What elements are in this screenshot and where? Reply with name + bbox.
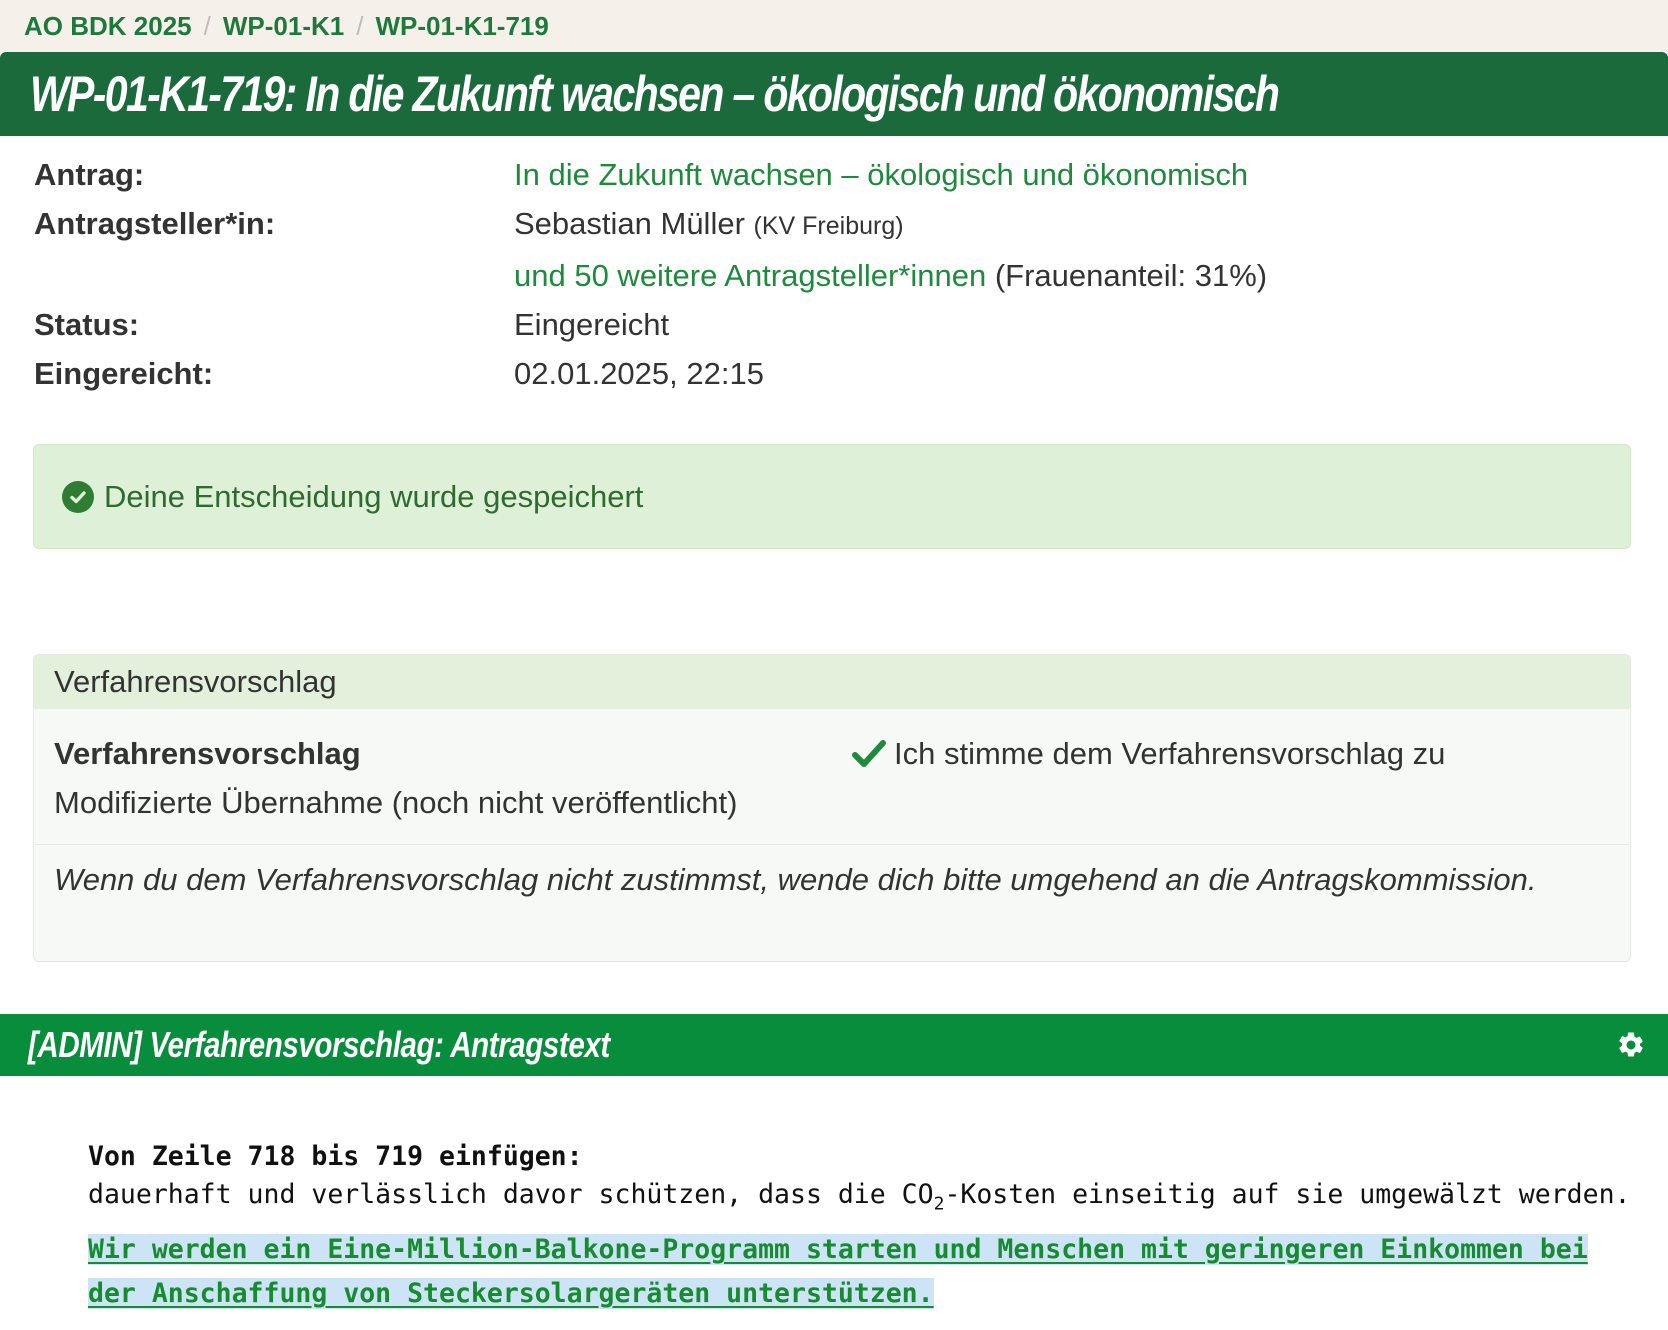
procedure-panel bbox=[33, 654, 1631, 962]
breadcrumb-separator: / bbox=[356, 10, 364, 41]
motion-context-line bbox=[88, 1176, 1648, 1222]
procedure-panel-heading: Verfahrensvorschlag bbox=[34, 655, 1630, 709]
breadcrumb-separator: / bbox=[203, 10, 211, 41]
breadcrumb-item-amendment[interactable]: WP-01-K1-719 bbox=[375, 10, 549, 41]
breadcrumb-item-conference[interactable]: AO BDK 2025 bbox=[24, 10, 192, 41]
procedure-value: Modifizierte Übernahme (noch nicht veröffentlicht) bbox=[54, 785, 738, 820]
antragsteller-value bbox=[514, 199, 904, 251]
success-alert bbox=[33, 444, 1631, 549]
motion-change-heading: Von Zeile 718 bis 719 einfügen: bbox=[88, 1141, 583, 1172]
procedure-panel-body bbox=[34, 709, 1630, 845]
procedure-agreement bbox=[852, 729, 1445, 778]
motion-line-sub: 2 bbox=[933, 1193, 945, 1215]
alert-text: Deine Entscheidung wurde gespeichert bbox=[104, 478, 644, 514]
meta-row-eingereicht bbox=[34, 349, 1668, 398]
gear-icon[interactable] bbox=[1616, 1030, 1646, 1060]
meta-row-antragsteller bbox=[34, 199, 1668, 251]
status-value: Eingereicht bbox=[514, 307, 670, 342]
motion-inserted-block bbox=[88, 1228, 1648, 1316]
page-title: WP-01-K1-719: In die Zukunft wachsen – ökologisch und ökonomisch bbox=[30, 66, 1279, 122]
checkmark-icon bbox=[852, 739, 886, 769]
procedure-title: Verfahrensvorschlag bbox=[54, 736, 361, 771]
status-label: Status: bbox=[34, 307, 140, 342]
meta-row-weitere bbox=[34, 251, 1668, 300]
antragsteller-label: Antragsteller*in: bbox=[34, 206, 276, 241]
antrag-link[interactable]: In die Zukunft wachsen – ökologisch und ökonomisch bbox=[514, 157, 1249, 192]
motion-text bbox=[88, 1138, 1648, 1316]
weitere-value bbox=[514, 251, 1267, 300]
eingereicht-value: 02.01.2025, 22:15 bbox=[514, 356, 764, 391]
antrag-label: Antrag: bbox=[34, 157, 145, 192]
check-circle-icon bbox=[62, 481, 94, 513]
amendment-metadata bbox=[34, 150, 1668, 398]
antragsteller-kv: (KV Freiburg) bbox=[753, 212, 904, 240]
meta-row-antrag bbox=[34, 150, 1668, 199]
antragsteller-name: Sebastian Müller bbox=[514, 206, 745, 241]
admin-section-header bbox=[0, 1014, 1668, 1076]
meta-label-empty bbox=[34, 251, 514, 300]
motion-inserted-text: Wir werden ein Eine-Million-Balkone-Programm starten und Menschen mit geringeren Einkommen bei der Anschaffung von Steckersolargeräten unterstützen. bbox=[88, 1234, 1588, 1310]
procedure-note: Wenn du dem Verfahrensvorschlag nicht zustimmst, wende dich bitte umgehend an die Antragskommission. bbox=[54, 862, 1537, 897]
weitere-antragsteller-link[interactable]: und 50 weitere Antragsteller*innen bbox=[514, 258, 987, 293]
agree-text: Ich stimme dem Verfahrensvorschlag zu bbox=[894, 736, 1446, 771]
procedure-info bbox=[54, 729, 737, 827]
motion-line-after: -Kosten einseitig auf sie umgewälzt werden. bbox=[944, 1179, 1631, 1210]
breadcrumb-item-section[interactable]: WP-01-K1 bbox=[222, 10, 345, 41]
page-title-bar bbox=[0, 52, 1668, 136]
meta-row-status bbox=[34, 300, 1668, 349]
eingereicht-label: Eingereicht: bbox=[34, 356, 214, 391]
frauenanteil: (Frauenanteil: 31%) bbox=[994, 258, 1268, 293]
admin-section-title: [ADMIN] Verfahrensvorschlag: Antragstext bbox=[28, 1024, 610, 1065]
motion-line-before: dauerhaft und verlässlich davor schützen, dass die CO bbox=[88, 1179, 934, 1210]
breadcrumb bbox=[0, 0, 1668, 52]
